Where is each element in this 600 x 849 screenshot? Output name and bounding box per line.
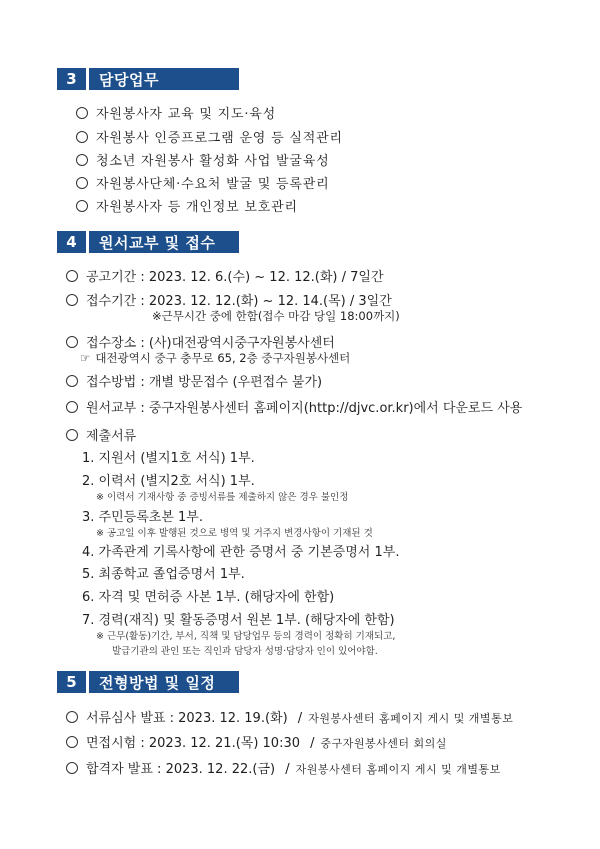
documents-label: 제출서류 [66,425,136,444]
document-item: 6. 자격 및 면허증 사본 1부. (해당자에 한함) [82,590,335,605]
receipt-place: 접수장소 : (사)대전광역시중구자원봉사센터 [66,332,335,351]
document-item: 3. 주민등록초본 1부. [82,510,203,525]
duty-item: 자원봉사 인증프로그램 운영 등 실적관리 [76,127,343,146]
circle-bullet-icon [66,762,78,774]
pointing-hand-icon: ☞ [80,351,91,365]
duty-item: 자원봉사단체·수요처 발굴 및 등록관리 [76,173,329,192]
section-4-header [57,231,239,253]
section-3-number: 3 [57,68,86,90]
circle-bullet-icon [76,131,88,143]
circle-bullet-icon [66,270,78,282]
receipt-hours-note: ※근무시간 중에 한함(접수 마감 당일 18:00까지) [152,309,400,323]
application-form: 원서교부 : 중구자원봉사센터 홈페이지(http://djvc.or.kr)에서 다운로드 사용 [66,397,522,416]
schedule-item: 서류심사 발표 : 2023. 12. 19.(화) / 자원봉사센터 홈페이지 게시 및 개별통보 [66,707,513,726]
document-note: ※ 이력서 기재사항 중 증빙서류를 제출하지 않은 경우 불인정 [96,492,349,503]
circle-bullet-icon [66,375,78,387]
section-5-number: 5 [57,671,86,693]
section-3-header [57,68,239,90]
circle-bullet-icon [76,177,88,189]
section-4-number: 4 [57,231,86,253]
section-3-title: 담당업무 [89,68,239,90]
duty-item: 청소년 자원봉사 활성화 사업 발굴육성 [76,150,329,169]
duty-item: 자원봉사자 교육 및 지도·육성 [76,103,276,122]
section-5-header [57,671,239,693]
circle-bullet-icon [66,429,78,441]
receipt-method: 접수방법 : 개별 방문접수 (우편접수 불가) [66,371,322,390]
circle-bullet-icon [76,107,88,119]
document-item: 4. 가족관계 기록사항에 관한 증명서 중 기본증명서 1부. [82,545,400,560]
schedule-item: 면접시험 : 2023. 12. 21.(목) 10:30 / 중구자원봉사센터 회의실 [66,732,447,751]
document-item: 5. 최종학교 졸업증명서 1부. [82,567,245,582]
schedule-item: 합격자 발표 : 2023. 12. 22.(금) / 자원봉사센터 홈페이지 게시 및 개별통보 [66,758,501,777]
duty-item: 자원봉사자 등 개인정보 보호관리 [76,196,298,215]
career-note: 발급기관의 관인 또는 직인과 담당자 성명·담당자 인이 있어야함. [112,646,378,657]
career-note: ※ 근무(활동)기간, 부서, 직책 및 담당업무 등의 경력이 정확히 기재되고, [96,631,396,642]
circle-bullet-icon [76,154,88,166]
circle-bullet-icon [66,336,78,348]
circle-bullet-icon [66,294,78,306]
section-5-title: 전형방법 및 일정 [89,671,239,693]
notice-period: 공고기간 : 2023. 12. 6.(수) ~ 12. 12.(화) / 7일간 [66,266,384,285]
document-item: 1. 지원서 (별지1호 서식) 1부. [82,451,255,466]
circle-bullet-icon [76,200,88,212]
document-item: 7. 경력(재직) 및 활동증명서 원본 1부. (해당자에 한함) [82,613,395,628]
document-item: 2. 이력서 (별지2호 서식) 1부. [82,474,255,489]
circle-bullet-icon [66,711,78,723]
circle-bullet-icon [66,401,78,413]
document-note: ※ 공고일 이후 발행된 것으로 병역 및 거주지 변경사항이 기재된 것 [96,528,373,539]
receipt-period: 접수기간 : 2023. 12. 12.(화) ~ 12. 14.(목) / 3일간 [66,290,392,309]
circle-bullet-icon [66,736,78,748]
section-4-title: 원서교부 및 접수 [89,231,239,253]
receipt-address: ☞ 대전광역시 중구 충무로 65, 2층 중구자원봉사센터 [80,351,351,365]
